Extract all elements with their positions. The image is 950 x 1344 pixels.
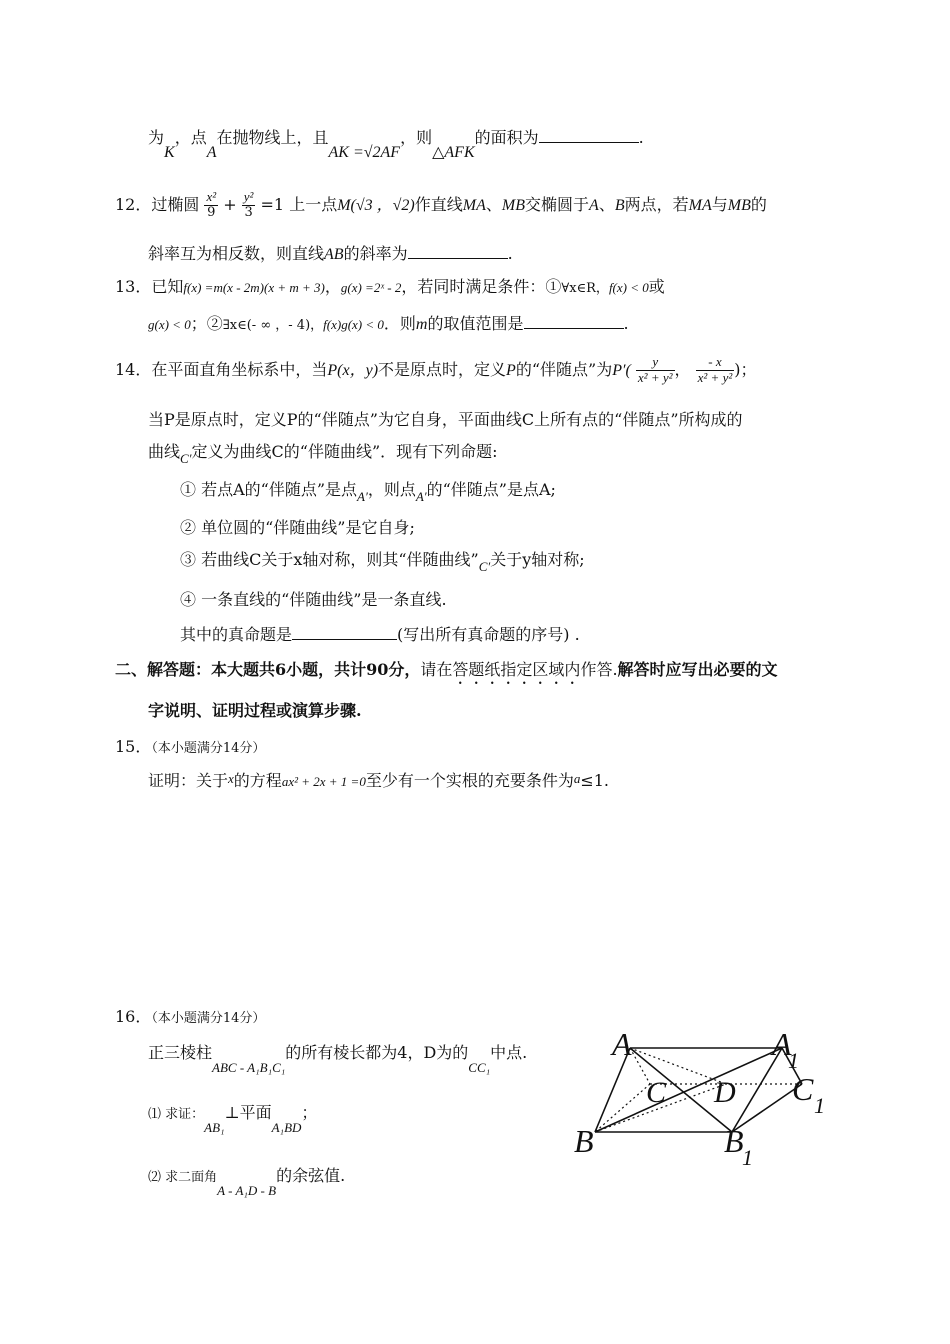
answer-blank[interactable]: [539, 128, 639, 143]
q12-line2: 斜率互为相反数，则直线AB的斜率为 .: [148, 244, 513, 263]
label-C1-subscript: 1: [814, 1093, 825, 1118]
q14-question: 其中的真命题是 (写出所有真命题的序号) .: [180, 625, 580, 644]
answer-blank[interactable]: [408, 244, 508, 259]
q13-line1: 13．已知f(x) =m(x - 2m)(x + m + 3)，g(x) =2ˣ - 2，若同时满足条件：①∀x∈R，f(x) < 0或: [115, 277, 665, 296]
fraction-x2-9: $\frac{\text{x²}}{9}$: [206, 189, 217, 220]
section-2-heading: 二、解答题：本大题共6小题，共计90分，请在答题纸指定区域内作答.解答时应写出必要的文: [115, 660, 778, 679]
prism-figure: [560, 1020, 840, 1170]
q16-part-1: ⑴ 求证：$_{AB_1}$⊥平面$_{A_1BD}$；: [148, 1103, 318, 1135]
answer-blank[interactable]: [292, 625, 397, 640]
q15-header: 15．（本小题满分14分）: [115, 737, 266, 756]
answer-blank[interactable]: [524, 314, 624, 329]
fraction-y: $\frac{y}{\text{x² + y²}}$: [637, 354, 673, 385]
label-A: A: [612, 1026, 632, 1062]
fraction-y2-3: $\frac{\text{y²}}{3}$: [243, 189, 254, 220]
q13-line2: g(x) < 0；②∃x∈(- ∞ ，- 4)，f(x)g(x) < 0．则m的取值范围是 .: [148, 314, 629, 333]
q14-line1: 14．在平面直角坐标系中，当P(x，y)不是原点时，定义P的“伴随点”为P′( $\frac{y}{\text{x² + y²}}$ ， $\frac{- x}{\text{x² + y²}}$ )；: [115, 354, 757, 385]
q11-line: 为K，点A在抛物线上，且AK =√2AF，则△AFK的面积为 .: [148, 128, 644, 161]
label-B1: B: [724, 1123, 744, 1159]
q12-line1: 12．过椭圆 $\frac{\text{x²}}{9}$ + $\frac{\text{y²}}{3}$ =1 上一点M(√3 ，√2)作直线MA、MB交椭圆于A、B两点，若MA与MB的: [115, 189, 767, 220]
label-C: C: [646, 1076, 667, 1109]
section-2-heading-line2: 字说明、证明过程或演算步骤.: [148, 701, 362, 720]
label-A1: A: [772, 1026, 792, 1062]
q15-statement: 证明：关于x的方程ax² + 2x + 1 =0至少有一个实根的充要条件为a≤1.: [148, 771, 610, 790]
q16-statement: 正三棱柱$_{ABC - A_1B_1C_1}$的所有棱长都为4，D为的$_{CC_1}$中点.: [148, 1043, 528, 1075]
q14-item-4: ④ 一条直线的“伴随曲线”是一条直线.: [180, 590, 447, 609]
q14-item-3: ③ 若曲线C关于x轴对称，则其“伴随曲线$”_{C'}$关于y轴对称;: [180, 550, 585, 574]
q14-item-1: ① 若点A的“伴随点”是点$_{A'}$，则点$_{A'}$的“伴随点”是点A;: [180, 480, 556, 504]
q16-part-2: ⑵ 求二面角$_{A - A_1D - B}$的余弦值.: [148, 1166, 346, 1198]
label-C1: C: [792, 1071, 814, 1107]
q16-header: 16．（本小题满分14分）: [115, 1007, 266, 1026]
label-B: B: [574, 1123, 594, 1159]
q14-line3: 曲线$_{C'}$定义为曲线C的“伴随曲线”．现有下列命题:: [148, 442, 498, 466]
label-A1-subscript: 1: [788, 1048, 799, 1073]
q14-line2: 当P是原点时，定义P的“伴随点”为它自身，平面曲线C上所有点的“伴随点”所构成的: [148, 410, 743, 429]
label-D: D: [714, 1076, 736, 1109]
fraction-minus-x: $\frac{- x}{\text{x² + y²}}$: [697, 354, 733, 385]
label-B1-subscript: 1: [742, 1145, 753, 1170]
q14-item-2: ② 单位圆的“伴随曲线”是它自身;: [180, 518, 415, 537]
